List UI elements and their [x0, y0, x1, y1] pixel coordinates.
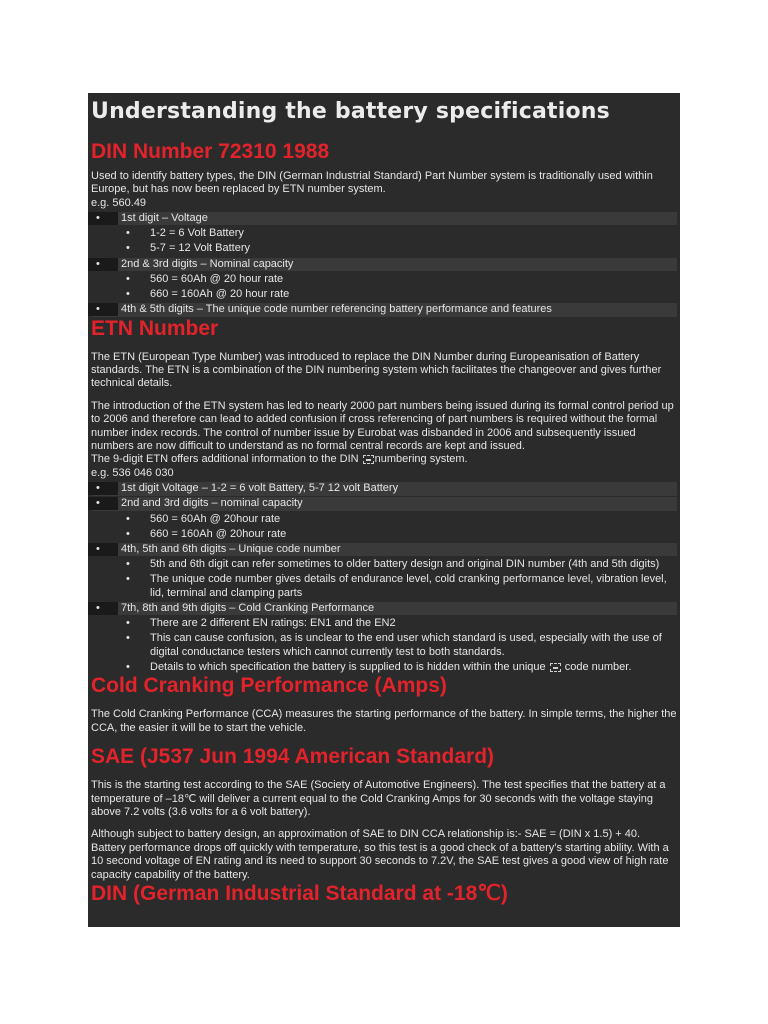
list-item-text: 560 = 60Ah @ 20hour rate	[150, 512, 281, 525]
missing-glyph-icon	[550, 663, 561, 672]
bullet-icon: •	[126, 512, 130, 525]
list-highlight	[88, 303, 118, 316]
list-item-text: 5-7 = 12 Volt Battery	[150, 242, 250, 255]
list-highlight	[88, 212, 118, 225]
etn-paragraph-3-start: The 9-digit ETN offers additional information to the DIN	[91, 453, 362, 466]
din-digit-list	[91, 212, 677, 317]
list-item-text: 660 = 160Ah @ 20 hour rate	[150, 288, 290, 301]
sub-list-item	[91, 528, 677, 541]
bullet-icon: •	[126, 632, 130, 645]
bullet-icon: •	[126, 288, 130, 301]
list-item-text: 2nd & 3rd digits – Nominal capacity	[121, 257, 294, 270]
list-highlight	[88, 482, 118, 495]
page-title: Understanding the battery specifications	[91, 99, 610, 124]
list-item-text: 7th, 8th and 9th digits – Cold Cranking Performance	[121, 601, 375, 614]
din-intro-paragraph: Used to identify battery types, the DIN (German Industrial Standard) Part Number system is traditionally used within Europe, but has now been replaced by ETN number system.	[91, 170, 653, 196]
bullet-icon: •	[96, 601, 100, 614]
bullet-icon: •	[126, 573, 130, 586]
sub-list-item	[91, 242, 677, 255]
list-item-text: This can cause confusion, as is unclear to the end user which standard is used, especially with the use of digital conductance testers which cannot currently test to both standards.	[150, 632, 662, 658]
sub-list-item	[91, 513, 677, 526]
din-number-heading: DIN Number 72310 1988	[91, 140, 330, 163]
sub-list-item	[91, 558, 677, 571]
bullet-icon: •	[96, 303, 100, 316]
din-example: e.g. 560.49	[91, 196, 147, 209]
etn-example: e.g. 536 046 030	[91, 466, 174, 479]
sub-list-item	[91, 573, 677, 600]
bullet-icon: •	[126, 558, 130, 571]
bullet-icon: •	[126, 527, 130, 540]
sae-paragraph-1: This is the starting test according to the SAE (Society of Automotive Engineers). The test specifies that the battery at a temperature of –18℃ will deliver a current equal to the Cold Cranking Amps for 30 seconds with the voltage staying above 7.2 volts (3.6 volts for a 6 volt battery).	[91, 779, 666, 818]
bullet-icon: •	[96, 257, 100, 270]
cca-paragraph: The Cold Cranking Performance (CCA) measures the starting performance of the battery. In simple terms, the higher the CCA, the easier it will be to start the vehicle.	[91, 708, 677, 734]
etn-paragraph-2: The introduction of the ETN system has led to nearly 2000 part numbers being issued during its formal control period up to 2006 and therefore can lead to added confusion if cross referencing of part numbers is required without the formal number index records. The control of number issue by Eurobat was disbanded in 2006 and subsequently issued numbers are now difficult to understand as no formal central records are kept and issued.	[91, 399, 674, 453]
bullet-icon: •	[96, 482, 100, 495]
sub-list-item	[91, 227, 677, 240]
list-item	[91, 497, 677, 510]
bullet-icon: •	[126, 242, 130, 255]
etn-paragraph-3	[91, 453, 677, 466]
bullet-icon: •	[126, 617, 130, 630]
list-item	[91, 212, 677, 225]
etn-paragraph-1: The ETN (European Type Number) was introduced to replace the DIN Number during Europeanisation of Battery standards. The ETN is a combination of the DIN numbering system which facilitates the changeover and gives further technical details.	[91, 350, 662, 390]
list-highlight	[88, 258, 118, 271]
list-item-text: 1st digit Voltage – 1-2 = 6 volt Battery, 5-7 12 volt Battery	[121, 482, 399, 495]
sub-list-item	[91, 632, 677, 659]
list-item-text: 4th & 5th digits – The unique code number referencing battery performance and features	[121, 303, 552, 316]
sub-list-item	[91, 661, 677, 674]
list-item	[91, 602, 677, 615]
sub-item-text-end: code number.	[561, 660, 632, 673]
bullet-icon: •	[126, 660, 130, 673]
sub-list-item	[91, 617, 677, 630]
list-item-text: 5th and 6th digit can refer sometimes to older battery design and original DIN number (4th and 5th digits)	[150, 558, 660, 571]
cca-heading: Cold Cranking Performance (Amps)	[91, 674, 447, 698]
list-item-text: 1-2 = 6 Volt Battery	[150, 227, 244, 240]
etn-paragraph-3-end: numbering system.	[374, 453, 468, 466]
list-highlight	[88, 543, 118, 556]
bullet-icon: •	[96, 542, 100, 555]
bullet-icon: •	[126, 227, 130, 240]
etn-digit-list	[91, 482, 677, 674]
list-item-text: 660 = 160Ah @ 20hour rate	[150, 527, 287, 540]
sub-list-item	[91, 288, 677, 301]
list-highlight	[88, 602, 118, 615]
list-item	[91, 543, 677, 556]
list-item-text: 4th, 5th and 6th digits – Unique code number	[121, 542, 341, 555]
sub-item-text-start: Details to which specification the battery is supplied to is hidden within the unique	[150, 660, 549, 673]
list-item-text: The unique code number gives details of endurance level, cold cranking performance level, vibration level, lid, terminal and clamping parts	[150, 573, 667, 599]
sae-heading: SAE (J537 Jun 1994 American Standard)	[91, 745, 495, 769]
list-item-text: 2nd and 3rd digits – nominal capacity	[121, 497, 303, 510]
list-item	[91, 258, 677, 271]
bullet-icon: •	[126, 272, 130, 285]
list-item-text: 560 = 60Ah @ 20 hour rate	[150, 272, 284, 285]
bullet-icon: •	[96, 212, 100, 225]
list-item	[91, 303, 677, 316]
list-highlight	[88, 497, 118, 510]
sae-paragraph-2: Although subject to battery design, an approximation of SAE to DIN CCA relationship is:- SAE = (DIN x 1.5) + 40. Battery performance drops off quickly with temperature, so this test is a good check of a battery’s starting ability. With a 10 second voltage of EN rating and its need to support 30 seconds to 7.2V, the SAE test gives a good view of high rate capacity capability of the battery.	[91, 828, 669, 881]
document-page	[88, 93, 680, 927]
din-standard-heading: DIN (German Industrial Standard at -18℃)	[91, 882, 508, 905]
bullet-icon: •	[96, 497, 100, 510]
list-item-text: There are 2 different EN ratings: EN1 and the EN2	[150, 617, 396, 630]
list-item	[91, 482, 677, 495]
missing-glyph-icon	[363, 455, 374, 464]
list-item-text: 1st digit – Voltage	[121, 212, 208, 225]
etn-number-heading: ETN Number	[91, 316, 219, 340]
sub-list-item	[91, 273, 677, 286]
list-item-text	[150, 661, 631, 673]
